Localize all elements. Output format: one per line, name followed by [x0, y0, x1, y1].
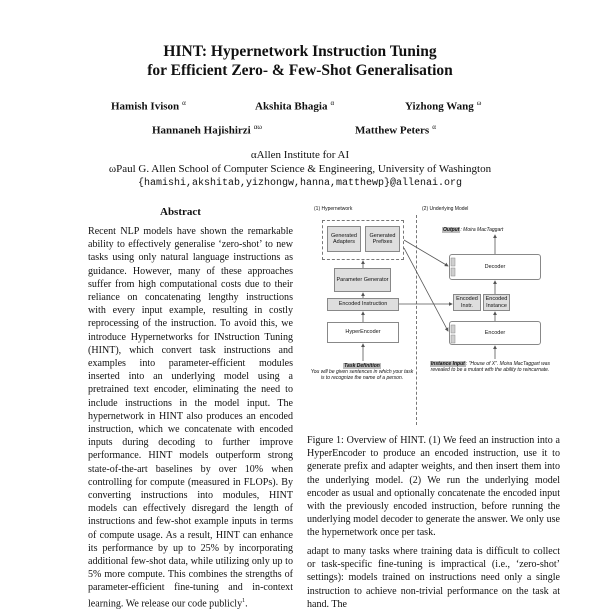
abstract-body — [88, 225, 293, 610]
label-underlying-model: (2) Underlying Model — [422, 206, 469, 212]
hyperencoder-box: HyperEncoder — [327, 322, 399, 343]
encoded-instr-box: Encoded Instr. — [453, 294, 481, 311]
abstract-end: . — [245, 598, 248, 610]
author-emails: {hamishi,akshitab,yizhongw,hanna,matthewp}@allenai.org — [137, 178, 463, 189]
footnote-mark: 1 — [242, 597, 246, 604]
figure-caption: Figure 1: Overview of HINT. (1) We feed an instruction into a HyperEncoder to produce an encoded instruction, use it to generate prefix and adapter weights, and then insert them into the underlying model. (2) We run the underlying model encoder as usual and optionally concatenate the encoded input with the previously encoded instruction, before running the underlying model decoder to generate the answer. We only use the hypernetwork once per task. — [307, 435, 560, 539]
parameter-generator-box: Parameter Generator — [334, 268, 391, 292]
generated-prefixes-box: Generated Prefixes — [365, 226, 400, 252]
affiliation-2: ωPaul G. Allen School of Computer Science & Engineering, University of Washington — [108, 163, 492, 175]
author-1: Hamish Ivison $^\alpha$ — [111, 99, 186, 113]
body-text-right: adapt to many tasks where training data is difficult to collect or task-specific fine-tuning is impractical (i.e., ‘zero-shot’ settings): models trained on instructions need only a single instruction to achieve non-trivial performance on the task at hand. The — [307, 546, 560, 610]
generated-adapters-box: Generated Adapters — [327, 226, 361, 252]
instance-input-text: : "House of X". Moira MacTaggart was revealed to be a mutant with the ability to reincarnate. — [430, 361, 551, 373]
output-text: : Moira MacTaggart — [460, 227, 504, 233]
author-3: Yizhong Wang $^\omega$ — [405, 99, 482, 113]
task-definition-label: Task Definition — [344, 363, 380, 369]
encoded-instance-box: Encoded Instance — [483, 294, 510, 311]
author-5: Matthew Peters $^\alpha$ — [355, 123, 436, 137]
abstract-heading: Abstract — [160, 206, 201, 218]
decoder-box: Decoder — [449, 254, 541, 280]
abstract-text: Recent NLP models have shown the remarkable ability to effectively generalise ‘zero-shot’ to new tasks using only natural language instructions as guidance. However, many of these approaches suffer from high computational costs due to their reliance on concatenating lengthy instructions with every input example, resulting in costly reprocessing of the instruction. To avoid this, we introduce Hypernetworks for INstruction Tuning (HINT), which convert task instructions and examples into parameter-efficient modules inserted into an underlying model using a pretrained text encoder, eliminating the need to include instructions in the model input. The hypernetwork in HINT also produces an encoded instruction, which we concatenate with encoded inputs during decoding to further improve performance. HINT models outperform strong state-of-the-art baselines by over 10% when controlling for compute (measured in FLOPs). By converting instructions into modules, HINT models can effectively disregard the length of instructions and few-shot example inputs in terms of compute usage. As a result, HINT can enhance its performance by up to 25% by incorporating additional few-shot data, while utilizing only up to 5% more compute. This combines the strengths of parameter-efficient fine-tuning and in-context learning. We release our code publicly — [88, 226, 293, 610]
encoder-box: Encoder — [449, 321, 541, 345]
encoded-instruction-box: Encoded Instruction — [327, 298, 399, 311]
task-definition-text: You will be given sentences in which your task is to recognize the name of a person. — [310, 369, 414, 381]
author-4: Hannaneh Hajishirzi $^{\alpha\omega}$ — [152, 123, 262, 137]
figure-arrows — [308, 203, 558, 428]
paper-title-line2: for Efficient Zero- & Few-Shot Generalisation — [147, 62, 453, 79]
instance-input-label: Instance Input — [430, 361, 465, 367]
output-label: Output — [443, 227, 460, 233]
figure-1 — [308, 203, 558, 428]
label-hypernetwork: (1) Hypernetwork — [314, 206, 353, 212]
paper-title-line1: HINT: Hypernetwork Instruction Tuning — [163, 43, 437, 60]
author-2: Akshita Bhagia $^\alpha$ — [255, 99, 335, 113]
affiliation-1: αAllen Institute for AI — [250, 149, 350, 161]
